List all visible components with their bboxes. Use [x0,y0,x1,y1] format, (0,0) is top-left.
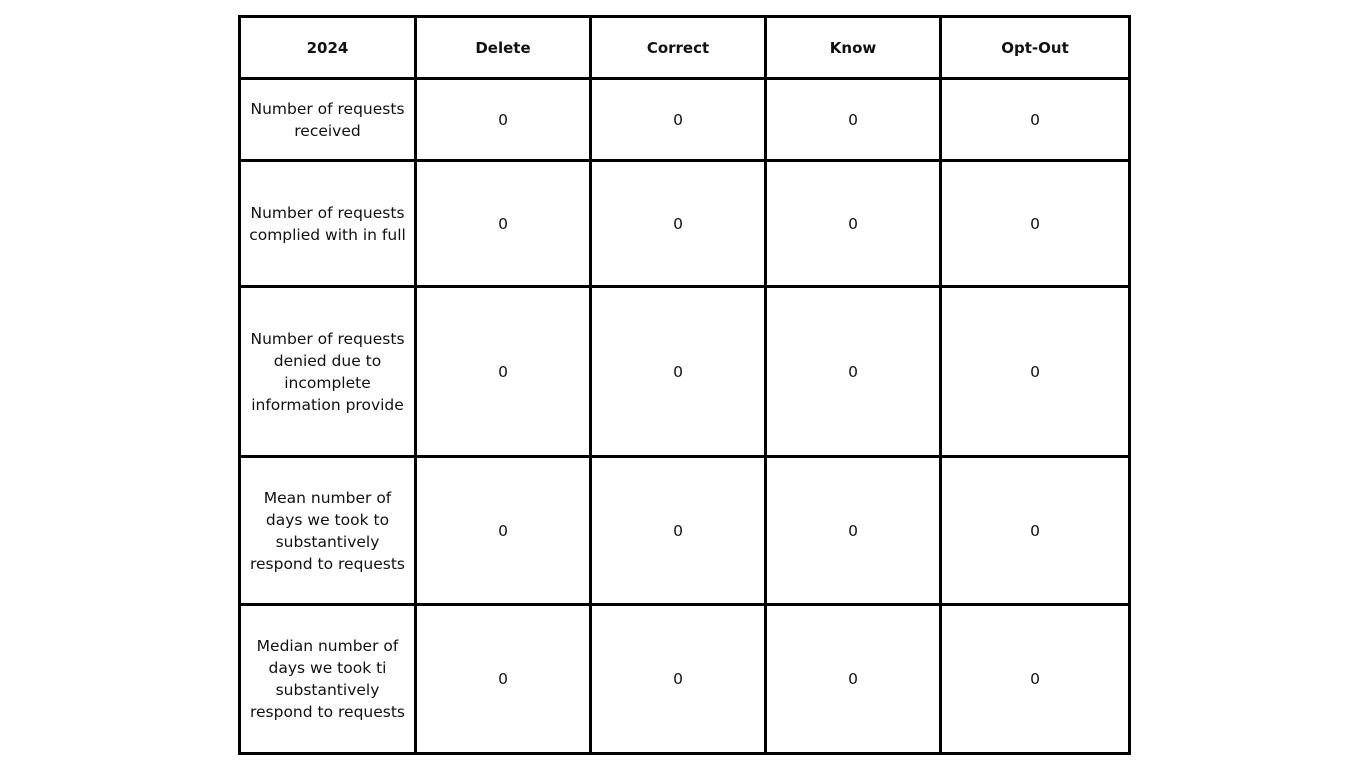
row-label: Number of requests complied with in full [240,161,416,287]
table-row [240,457,1130,605]
header-know: Know [766,17,941,79]
row-label: Mean number of days we took to substantively respond to requests [240,457,416,605]
cell-correct: 0 [591,287,766,457]
table-row [240,161,1130,287]
header-year: 2024 [240,17,416,79]
cell-opt-out: 0 [941,457,1130,605]
cell-opt-out: 0 [941,161,1130,287]
cell-know: 0 [766,287,941,457]
cell-know: 0 [766,79,941,161]
cell-correct: 0 [591,161,766,287]
cell-delete: 0 [416,605,591,754]
row-label: Number of requests received [240,79,416,161]
header-delete: Delete [416,17,591,79]
header-opt-out: Opt-Out [941,17,1130,79]
cell-opt-out: 0 [941,79,1130,161]
cell-know: 0 [766,161,941,287]
cell-correct: 0 [591,457,766,605]
table-header-row [240,17,1130,79]
cell-correct: 0 [591,605,766,754]
row-label: Median number of days we took ti substantively respond to requests [240,605,416,754]
cell-delete: 0 [416,457,591,605]
row-label: Number of requests denied due to incomplete information provide [240,287,416,457]
cell-correct: 0 [591,79,766,161]
header-correct: Correct [591,17,766,79]
cell-delete: 0 [416,161,591,287]
cell-know: 0 [766,605,941,754]
cell-know: 0 [766,457,941,605]
cell-opt-out: 0 [941,605,1130,754]
cell-opt-out: 0 [941,287,1130,457]
privacy-requests-table [238,15,1131,755]
table-row [240,605,1130,754]
table-row [240,79,1130,161]
table-row [240,287,1130,457]
cell-delete: 0 [416,79,591,161]
cell-delete: 0 [416,287,591,457]
